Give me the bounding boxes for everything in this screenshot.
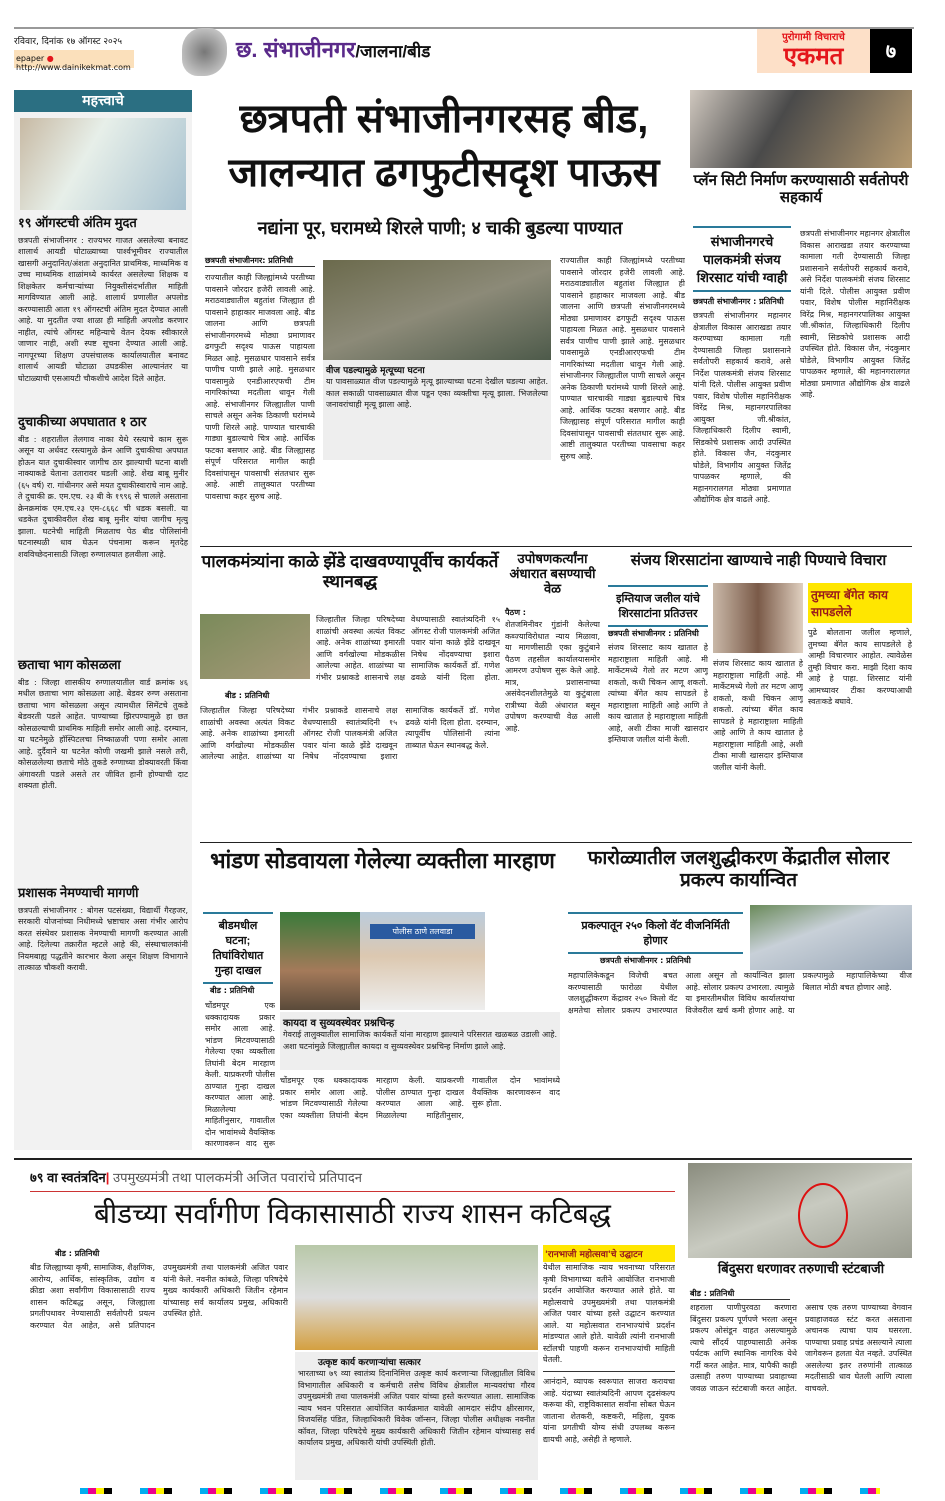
solar-panel-photo	[750, 905, 912, 970]
stunt-headline: बिंदुसरा धरणावर तरुणाची स्टंटबाजी	[717, 1261, 885, 1276]
flood-caption: वीज पडल्यामुळे मृत्यूच्या घटना या पावसाळ्यात वीज पडल्यामुळे मृत्यू झाल्याच्या घटना देखील घडल्या आहेत. काल सकाळी पावसाळ्यात वीज पडून एका व्यक्तीचा मृत्यू झाला. भिजलेल्या जनावरांचाही मृत्यू झाला आहे.	[323, 360, 551, 460]
black-flags-dateline: बीड : प्रतिनिधी	[225, 691, 270, 700]
black-flags-body: जिल्हातील जिल्हा परिषदेच्या शाळांची अवस्था अत्यंत विकट आहे. अनेक शाळांच्या इमारती आणि वर्गखोल्या मोडकळीस आलेल्या आहेत. शाळांच्या या गंभीर प्रश्नाकडे शासनाचे लक्ष वेधण्यासाठी स्वातंत्र्यदिनी १५ ऑगस्ट रोजी पालकमंत्री अजित पवार यांना काळे झेंडे दाखवून निषेध नोंदवण्याचा इशारा सामाजिक कार्यकर्ते डॉ. गणेश ढवळे यांनी दिला होता. दरम्यान, त्यापूर्वीच पोलिसांनी त्यांना ताब्यात घेऊन स्थानबद्ध केले.	[200, 706, 500, 761]
divider	[30, 1191, 675, 1192]
globe-icon: ●	[46, 54, 54, 63]
school-photo	[200, 614, 310, 679]
station-sign: पोलीस ठाणे तलवाडा	[370, 924, 475, 939]
sidebar-label: महत्त्वाचे	[14, 90, 192, 112]
page-number: ७	[870, 29, 912, 73]
plan-city-dateline: छत्रपती संभाजीनगर : प्रतिनिधी	[693, 297, 784, 306]
solar-pull: प्रकल्पातून २५० किलो वॅट वीजनिर्मिती होणार	[568, 912, 743, 954]
sidebar	[14, 90, 192, 1150]
sidebar-article: छताचा भाग कोसळला बीड : जिल्हा शासकीय रुग्णालयातील वार्ड क्रमांक ४६ मधील छताचा भाग कोसळला आहे. बेडवर रुग्ण असताना छताचा भाग कोसळला असून त्यामधील सिमेंटचे तुकडे बेडवरती पडले आहेत. पाण्याच्या झिरपण्यामुळे हा छत कोसळल्याची प्राथमिक माहिती समोर आली आहे. दरम्यान, या घटनेमुळे हॉस्पिटलचा निष्काळजी पणा समोर आला आहे. दुर्दैवाने या घटनेत कोणी जखमी झाले नसले तरी, कोसळलेल्या छताचे मोठे तुकडे रुग्णाच्या डोक्यावरती किंवा अंगावरती पडले असते तर जीवित हानी होण्याची दाट शक्यता होती.	[18, 656, 188, 791]
epaper-label: epaper	[16, 54, 45, 63]
politicians-photo	[713, 583, 803, 653]
hunger-article: पैठण : शेतजमिनीवर गुंडांनी केलेल्या कब्ज्याविरोधात न्याय मिळावा, या मागणीसाठी एका कुटुंबाने पैठण तहसील कार्यालयासमोर आमरण उपोषण सुरू केले आहे. मात्र, प्रशासनाच्या असंवेदनशीलतेमुळे या कुटुंबाला रात्रीच्या वेळी अंधारात बसून उपोषण करण्याची वेळ आली आहे.	[505, 608, 600, 733]
ceremony-caption: उत्कृष्ट कार्य करणाऱ्यांचा सत्कार भारताच्या ७९ व्या स्वातंत्र्य दिनानिमित्त उत्कृष्ट कार्य करणाऱ्या जिल्ह्यातील विविध विभागातील अधिकारी व कर्मचारी तसेच विविध क्षेत्रातील मान्यवरांचा गौरव उपमुख्यमंत्री तथा पालकमंत्री अजित पवार यांच्या हस्ते करण्यात आला. सामाजिक न्याय भवन परिसरात आयोजित कार्यक्रमात यावेळी आमदार संदीप क्षीरसागर, विजयसिंह पंडित, जिल्हाधिकारी विवेक जॉन्सन, जिल्हा पोलीस अधीक्षक नवनीत कॉवत, जिल्हा परिषदेचे मुख्य कार्यकारी अधिकारी जितीन रहेमान यांच्यासह सर्व कार्यालय प्रमुख, अधिकारी यांची उपस्थिती होती.	[295, 1352, 538, 1480]
solar-dateline: छत्रपती संभाजीनगर : प्रतिनिधी	[600, 956, 691, 965]
bottom-tag: ७९ वा स्वतंत्रदिन| उपमुख्यमंत्री तथा पालकमंत्री अजित पवारांचे प्रतिपादन	[30, 1170, 363, 1185]
fight-headline: भांडण सोडवायला गेलेल्या व्यक्तीला मारहाण	[210, 848, 555, 873]
divider	[14, 1158, 912, 1160]
fight-dateline: बीड : प्रतिनिधी	[210, 986, 255, 995]
divider	[200, 546, 912, 547]
ranbhaji-box: 'रानभाजी महोत्सवा'चे उद्घाटन येथील सामाजिक न्याय भवनाच्या परिसरात कृषी विभागाच्या वतीने आयोजित रानभाजी प्रदर्शन आयोजित करण्यात आले होते. या महोत्सवाचे उपमुख्यमंत्री तथा पालकमंत्री अजित पवार यांच्या हस्ते उद्घाटन करण्यात आले. या महोत्सवात रानभाज्यांचे प्रदर्शन मांडण्यात आले होते. यावेळी त्यांनी रानभाजी स्टॉलची पाहणी करून रानभाज्यांची माहिती घेतली. आनंदाने, व्यापक स्वरूपात साजरा करायचा आहे. यंदाच्या स्वातंत्र्यदिनी आपण दृढसंकल्प करूया की, राष्ट्रविकासात सर्वांना सोबत घेऊन जाताना शेतकरी, कष्टकरी, महिला, युवक यांना प्रगतीची योग्य संधी उपलब्ध करून द्यायची आहे, असेही ते म्हणाले.	[543, 1245, 675, 1486]
sidebar-article: प्रशासक नेमण्याची मागणी छत्रपती संभाजीनगर : बोगस पटसंख्या, विद्यार्थी गैरहजर, सरकारी योजनांच्या निधीमध्ये भ्रष्टाचार असा गंभीर आरोप करत संस्थेवर प्रशासक नेमण्याची मागणी करण्यात आली आहे. दिलेल्या तक्रारीत म्हटले आहे की, संस्थाचालकांनी नियमबाह्य पद्धतीने कारभार केला असून शिक्षण विभागाने तात्काळ चौकशी करावी.	[18, 884, 188, 973]
brand-logo: पुरोगामी विचाराचे एकमत	[757, 29, 870, 73]
shirsat-body: संजय शिरसाट काय खातात हे महाराष्ट्राला माहिती आहे. मी मार्केटमध्ये गेलो तर मटण आणू शकतो, कधी चिकन आणू शकतो. त्यांच्या बॅगेत काय सापडले हे महाराष्ट्राला माहिती आहे आणि ते काय खातात हे महाराष्ट्राला माहिती आहे, अशी टीका माजी खासदार इम्तियाज जलील यांनी केली.	[608, 643, 708, 744]
hunger-headline: उपोषणकर्त्यांना अंधारात बसण्याची वेळ	[509, 551, 596, 596]
issue-date: रविवार, दिनांक १७ ऑगस्ट २०२५	[14, 37, 123, 47]
divider	[200, 842, 912, 843]
fight-body: चोंडमपूर एक धक्कादायक प्रकार समोर आला आहे. भांडण मिटवण्यासाठी गेलेल्या एका व्यक्तीला तिघांनी बेदम मारहाण केली. याप्रकरणी पोलीस ठाण्यात गुन्हा दाखल करण्यात आला आहे. मिळालेल्या माहितीनुसार, गावातील दोन भावांमध्ये वैयक्तिक कारणावरून वाद सुरू	[205, 1001, 275, 1148]
bottom-body: बीड जिल्ह्याच्या कृषी, सामाजिक, शैक्षणिक, आरोग्य, आर्थिक, सांस्कृतिक, उद्योग व क्रीडा अशा सर्वांगीण विकासासाठी राज्य शासन कटिबद्ध असून, जिल्ह्याला प्रगतीपथावर नेण्यासाठी सर्वतोपरी प्रयत्न करण्यात येत आहेत, असे प्रतिपादन उपमुख्यमंत्री तथा पालकमंत्री अजित पवार यांनी केले. नवनीत कांबळे, जिल्हा परिषदेचे मुख्य कार्यकारी अधिकारी जितीन रहेमान यांच्यासह सर्व कार्यालय प्रमुख, अधिकारी उपस्थित होते.	[30, 1263, 288, 1330]
epaper-url[interactable]: http://www.dainikekmat.com	[16, 63, 131, 72]
stunt-body: शहराला पाणीपुरवठा करणारा बिंदुसरा प्रकल्प पूर्णपणे भरला असून प्रकल्प ओसंडून वाहत असल्यामुळे त्याचे सौंदर्य पाहण्यासाठी अनेक पर्यटक आणि स्थानिक नागरिक येथे गर्दी करत आहेत. मात्र, यापैकी काही उत्साही तरुण पाण्याच्या प्रवाहाच्या जवळ जाऊन स्टंटबाजी करत आहेत. असाच एक तरुण पाण्याच्या वेगवान प्रवाहाजवळ स्टंट करत असताना अचानक त्याचा पाय घसरला. पाण्याचा प्रवाह प्रचंड असल्याने त्याला जागेवरून हलता येत नव्हते. उपस्थित असलेल्या इतर तरुणांनी तात्काळ मदतीसाठी धाव घेतली आणि त्याला वाचवले.	[690, 1303, 912, 1393]
shirsat-body-2: संजय शिरसाट काय खातात हे महाराष्ट्राला माहिती आहे. मी मार्केटमध्ये गेलो तर मटण आणू शकतो, कधी चिकन आणू शकतो. त्यांच्या बॅगेत काय सापडले हे महाराष्ट्राला माहिती आहे आणि ते काय खातात हे महाराष्ट्राला माहिती आहे, अशी टीका माजी खासदार इम्तियाज जलील यांनी केली.	[713, 659, 803, 772]
ceremony-photo	[295, 1245, 538, 1350]
lead-dateline: छत्रपती संभाजीनगर: प्रतिनिधी	[205, 255, 315, 267]
solar-headline: फारोळ्यातील जलशुद्धीकरण केंद्रातील सोलार प्रकल्प कार्यान्वित	[587, 848, 890, 891]
sidebar-photo	[20, 118, 186, 210]
black-flags-headline: पालकमंत्र्यांना काळे झेंडे दाखवण्यापूर्वीच कार्यकर्ते स्थानबद्ध	[201, 552, 499, 591]
fight-body-2: चोंडमपूर एक धक्कादायक प्रकार समोर आला आहे. भांडण मिटवण्यासाठी गेलेल्या एका व्यक्तीला तिघांनी बेदम मारहाण केली. याप्रकरणी पोलीस ठाण्यात गुन्हा दाखल करण्यात आला आहे. मिळालेल्या माहितीनुसार, गावातील दोन भावांमध्ये वैयक्तिक कारणावरून वाद सुरू होता.	[280, 1076, 560, 1120]
plan-city-body: छत्रपती संभाजीनगर महानगर क्षेत्रातील विकास आराखडा तयार करण्याच्या कामाला गती देण्यासाठी जिल्हा प्रशासनाने सर्वतोपरी सहकार्य करावे, असे निर्देश पालकमंत्री संजय शिरसाट यांनी दिले. पोलीस आयुक्त प्रवीण पवार, विशेष पोलीस महानिरीक्षक विरेंद्र मिश्र, महानगरपालिका आयुक्त जी.श्रीकांत, जिल्हाधिकारी दिलीप स्वामी, सिडकोचे प्रशासक आदी उपस्थित होते. विकास जैन, नंदकुमार घोडेले, विभागीय आयुक्त जितेंद्र पापळकर म्हणाले, की महानगरालगत मोठ्या प्रमाणात औद्योगिक क्षेत्र वाढले आहे.	[693, 311, 791, 504]
shirsat-headline: संजय शिरसाटांना खाण्याचे नाही पिण्याचे विचारा	[630, 552, 887, 569]
region-map-logo	[182, 28, 227, 76]
shirsat-pull: इम्तियाज जलील यांचे शिरसाटांना प्रतिउत्तर	[608, 585, 708, 627]
fight-caption: कायदा व सुव्यवस्थेवर प्रश्नचिन्ह गेवराई तालुक्यातील सामाजिक कार्यकर्ते यांना मारहाण झाल्याने परिसरात खळबळ उडाली आहे. अशा घटनांमुळे जिल्ह्यातील कायदा व सुव्यवस्थेवर प्रश्नचिन्ह निर्माण झाले आहे.	[280, 1012, 560, 1070]
victim-photo	[280, 912, 360, 1010]
lead-headline: छत्रपती संभाजीनगरसह बीड, जालन्यात ढगफुटीसदृश पाऊस	[228, 97, 660, 195]
dam-photo	[688, 1163, 912, 1258]
plan-city-headline: प्लॅन सिटी निर्माण करण्यासाठी सर्वतोपरी सहकार्य	[693, 172, 909, 207]
stunt-dateline: बीड : प्रतिनिधी	[690, 1288, 790, 1300]
solar-body: महापालिकेकडून विजेची बचत करण्यासाठी फारोळा येथील जलशुद्धीकरण केंद्रावर २५० किलो वॅट क्षमतेचा सोलार प्रकल्प उभारण्यात आला असून तो कार्यान्वित झाला आहे. सोलार प्रकल्प उभारला. त्यामुळे या इमारतीमधील विविध कार्यालयांचा विजेवरील खर्च कमी होणार आहे. या प्रकल्पामुळे महापालिकेच्या वीज बिलात मोठी बचत होणार आहे.	[568, 971, 912, 1015]
bottom-dateline: बीड : प्रतिनिधी	[55, 1249, 100, 1258]
plan-city-body-2: छत्रपती संभाजीनगर महानगर क्षेत्रातील विकास आराखडा तयार करण्याच्या कामाला गती देण्यासाठी जिल्हा प्रशासनाने सर्वतोपरी सहकार्य करावे, असे निर्देश पालकमंत्री संजय शिरसाट यांनी दिले. पोलीस आयुक्त प्रवीण पवार, विशेष पोलीस महानिरीक्षक विरेंद्र मिश्र, महानगरपालिका आयुक्त जी.श्रीकांत, जिल्हाधिकारी दिलीप स्वामी, सिडकोचे प्रशासक आदी उपस्थित होते. विकास जैन, नंदकुमार घोडेले, विभागीय आयुक्त जितेंद्र पापळकर म्हणाले, की महानगरालगत मोठ्या प्रमाणात औद्योगिक क्षेत्र वाढले आहे.	[800, 229, 910, 399]
lead-body-cont: राज्यातील काही जिल्ह्यांमध्ये परतीच्या पावसाने जोरदार हजेरी लावली आहे. मराठवाड्यातील बहुतांश जिल्ह्यात ही पावसाने हाहाकार माजवला आहे. बीड जालना आणि छत्रपती संभाजीनगरमध्ये मोठ्या प्रमाणावर ढगफुटी सदृश्य पाऊस पाहायला मिळत आहे. मुसळधार पावसाने सर्वत्र पाणीच पाणी झाले आहे. मुसळधार पावसामुळे एनडीआरएफची टीम नागरिकांच्या मदतीला धावून गेली आहे. संभाजीनगर जिल्ह्यातील पाणी साचले असून अनेक ठिकाणी घरांमध्ये पाणी शिरले आहे. पाण्यात चारचाकी गाड्या बुडाल्याचे चित्र आहे. आर्थिक फटका बसणार आहे. बीड जिल्ह्यासह संपूर्ण परिसरात मागील काही दिवसांपासून पावसाची संततधार सुरू आहे. आष्टी तालुक्यात परतीच्या पावसाचा कहर सुरुच आहे.	[560, 256, 685, 461]
edition-title: छ. संभाजीनगर/जालना/बीड	[236, 37, 431, 62]
color-registration-bar	[80, 1488, 880, 1494]
black-flags-body-top: जिल्हातील जिल्हा परिषदेच्या शाळांची अवस्था अत्यंत विकट आहे. अनेक शाळांच्या इमारती आणि वर्गखोल्या मोडकळीस आलेल्या आहेत. शाळांच्या या गंभीर प्रश्नाकडे शासनाचे लक्ष वेधण्यासाठी स्वातंत्र्यदिनी १५ ऑगस्ट रोजी पालकमंत्री अजित पवार यांना काळे झेंडे दाखवून निषेध नोंदवण्याचा इशारा सामाजिक कार्यकर्ते डॉ. गणेश ढवळे यांनी दिला होता.	[316, 615, 500, 682]
lead-subhead: नद्यांना पूर, घरामध्ये शिरले पाणी; ४ चाकी बुडल्या पाण्यात	[257, 218, 623, 238]
highlight-circle	[798, 1183, 848, 1248]
epaper-bar	[14, 50, 134, 72]
sidebar-article: १९ ऑगस्टची अंतिम मुदत छत्रपती संभाजीनगर : राज्यभर गाजत असलेल्या बनावट शालार्थ आयडी घोटाळ्याच्या पार्श्वभूमीवर राज्यातील खासगी अनुदानित/अंशतः अनुदानित प्राथमिक, माध्यमिक व उच्च माध्यमिक शाळांमध्ये कार्यरत असलेल्या शिक्षक व शिक्षकेतर कर्मचाऱ्यांच्या नियुक्तीसंदर्भातील माहिती मागविण्यात आली आहे. शालार्थ प्रणालीत अपलोड करण्यासाठी आता १९ ऑगस्टची अंतिम मुदत देण्यात आली आहे. या मुदतीत ज्या शाळा ही माहिती अपलोड करणार नाहीत, त्यांचे ऑगस्ट महिन्याचे वेतन देयक स्वीकारले जाणार नाही, अशी स्पष्ट सूचना देण्यात आली आहे. नागपूरच्या शिक्षण उपसंचालक कार्यालयातील बनावट शालार्थ आयडी घोटाळा उघडकीस आल्यानंतर या घोटाळ्याची एसआयटी चौकशीचे आदेश दिले आहेत.	[18, 215, 188, 383]
fight-pull: बीडमधील घटना; तिघांविरोधात गुन्हा दाखल	[203, 912, 273, 984]
lead-body: राज्यातील काही जिल्ह्यांमध्ये परतीच्या पावसाने जोरदार हजेरी लावली आहे. मराठवाड्यातील बहुतांश जिल्ह्यात ही पावसाने हाहाकार माजवला आहे. बीड जालना आणि छत्रपती संभाजीनगरमध्ये मोठ्या प्रमाणावर ढगफुटी सदृश्य पाऊस पाहायला मिळत आहे. मुसळधार पावसाने सर्वत्र पाणीच पाणी झाले आहे. मुसळधार पावसामुळे एनडीआरएफची टीम नागरिकांच्या मदतीला धावून गेली आहे. संभाजीनगर जिल्ह्यातील पाणी साचले असून अनेक ठिकाणी घरांमध्ये पाणी शिरले आहे. पाण्यात चारचाकी गाड्या बुडाल्याचे चित्र आहे. आर्थिक फटका बसणार आहे. बीड जिल्ह्यासह संपूर्ण परिसरात मागील काही दिवसांपासून पावसाची संततधार सुरू आहे. आष्टी तालुक्यात परतीच्या पावसाचा कहर सुरुच आहे.	[205, 273, 315, 501]
flood-photo	[323, 260, 551, 360]
sidebar-article: दुचाकीच्या अपघातात १ ठार बीड : शहरातील तेलगाव नाका येथे रस्त्याचे काम सुरू असून या अर्धवट रस्त्यामुळे क्रेन आणि दुचाकीचा अपघात होऊन यात दुचाकीस्वार जागीच ठार झाल्याची घटना बाशी नाक्याकडे येताना उतारावर घडली आहे. शेख बाबू मुनीर (६५ वर्ष) रा. गांधीनगर असे मयत दुचाकीस्वाराचे नाम आहे. ते दुचाकी क्र. एम.एच. २३ बी के १९९६ से चालले असताना क्रेनक्रमांक एम.एच.२३ एम-८६६८ ची धडक बसली. या धडकेत दुचाकीवरील शेख बाबू मुनीर यांचा जागीच मृत्यु झाला. घटनेची माहिती मिळताच पेठ बीड पोलिसांनी घटनास्थळी धाव घेऊन पंचनामा करून मृतदेह शवविच्छेदनासाठी जिल्हा रुग्णालयात हलवीला आहे.	[18, 413, 188, 559]
shirsat-dateline: छत्रपती संभाजीनगर : प्रतिनिधी	[608, 629, 699, 638]
meeting-photo	[690, 90, 912, 168]
bag-box: तुमच्या बॅगेत काय सापडलेले पुढे बोलताना जलील म्हणाले, तुमच्या बॅगेत काय सापडलेले हे आम्ही विचारणार आहोत. त्यावेळेस तुम्ही विचार करा. माझी दिशा काय आहे हे पाहा. शिरसाट यांनी आमच्यावर टीका करण्याआधी स्वतःकडे बघावे.	[808, 583, 912, 852]
police-station-photo	[360, 912, 485, 1010]
bottom-headline: बीडच्या सर्वांगीण विकासासाठी राज्य शासन कटिबद्ध	[93, 1198, 612, 1229]
plan-city-pull: संभाजीनगरचे पालकमंत्री संजय शिरसाट यांची ग्वाही	[693, 226, 791, 292]
